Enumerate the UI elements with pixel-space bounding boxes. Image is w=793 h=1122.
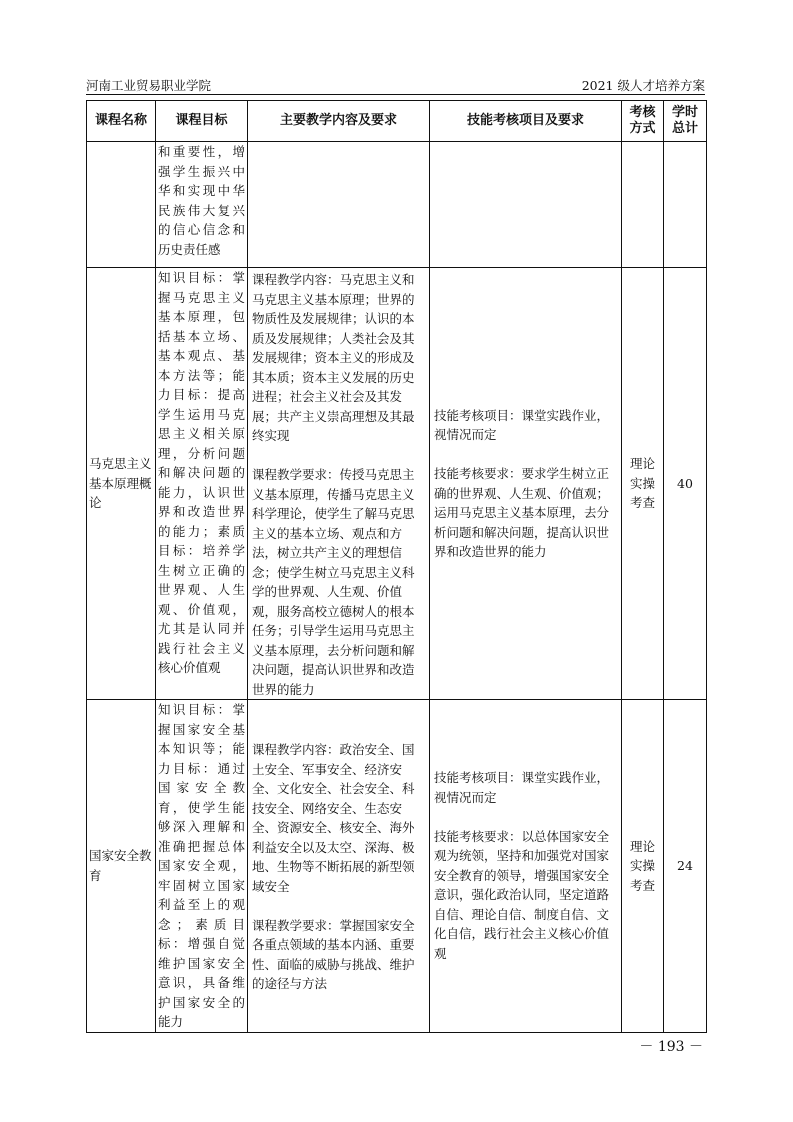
curriculum-table bbox=[86, 100, 707, 1033]
content-cell bbox=[248, 142, 430, 268]
header-plan-title: 2021 级人才培养方案 bbox=[581, 78, 705, 93]
col-header-assessment-method: 考核方式 bbox=[622, 101, 664, 142]
skill-cell bbox=[430, 700, 622, 1033]
page-header bbox=[86, 74, 705, 95]
content-cell bbox=[248, 700, 430, 1033]
course-name-cell: 国家安全教育 bbox=[87, 700, 156, 1033]
teaching-content-text: 课程教学内容：政治安全、国土安全、军事安全、经济安全、文化安全、社会安全、科技安全、网络安全、生态安全、资源安全、核安全、海外利益安全以及太空、深海、极地、生物等不断拓展的新型领域安全 bbox=[252, 742, 415, 894]
method-cell bbox=[622, 142, 664, 268]
col-header-total-hours: 学时总计 bbox=[664, 101, 707, 142]
col-header-content: 主要教学内容及要求 bbox=[248, 101, 430, 142]
skill-cell bbox=[430, 268, 622, 700]
course-goal-cell: 知识目标：掌握国家安全基本知识等；能力目标：通过国家安全教育，使学生能够深入理解和准确把握总体国家安全观，牢固树立国家利益至上的观念；素质目标：增强自觉维护国家安全意识，具备维护国家安全的能力 bbox=[156, 700, 248, 1033]
col-header-skill-assessment: 技能考核项目及要求 bbox=[430, 101, 622, 142]
hours-cell bbox=[664, 142, 707, 268]
col-header-course-name: 课程名称 bbox=[87, 101, 156, 142]
course-goal-cell: 和重要性，增强学生振兴中华和实现中华民族伟大复兴的信心信念和历史责任感 bbox=[156, 142, 248, 268]
skill-item-text: 技能考核项目：课堂实践作业，视情况而定 bbox=[434, 770, 610, 805]
skill-cell bbox=[430, 142, 622, 268]
skill-requirement-text: 技能考核要求：以总体国家安全观为统领，坚持和加强党对国家安全教育的领导，增强国家安全意识，强化政治认同，坚定道路自信、理论自信、制度自信、文化自信，践行社会主义核心价值观 bbox=[434, 828, 610, 961]
skill-requirement-text: 技能考核要求：要求学生树立正确的世界观、人生观、价值观；运用马克思主义基本原理，去分析问题和解决问题，提高认识世界和改造世界的能力 bbox=[434, 466, 610, 559]
method-cell: 理论实操考查 bbox=[622, 700, 664, 1033]
teaching-content-text: 课程教学内容：马克思主义和马克思主义基本原理；世界的物质性及发展规律；认识的本质及发展规律；人类社会及其发展规律；资本主义的形成及其本质；资本主义发展的历史进程；社会主义社会及其发展；共产主义崇高理想及其最终实现 bbox=[252, 272, 415, 443]
course-name-cell bbox=[87, 142, 156, 268]
method-cell: 理论实操考查 bbox=[622, 268, 664, 700]
course-name-cell: 马克思主义基本原理概论 bbox=[87, 268, 156, 700]
course-goal-cell: 知识目标：掌握马克思主义基本原理，包括基本立场、基本观点、基本方法等；能力目标：提高学生运用马克思主义相关原理，分析问题和解决问题的能力，认识世界和改造世界的能力；素质目标：培养学生树立正确的世界观、人生观、价值观，尤其是认同并践行社会主义核心价值观 bbox=[156, 268, 248, 700]
table-row bbox=[87, 142, 707, 268]
table-row bbox=[87, 268, 707, 700]
hours-cell: 40 bbox=[664, 268, 707, 700]
page-number: － 193 － bbox=[639, 1039, 703, 1055]
teaching-requirement-text: 课程教学要求：传授马克思主义基本原理，传播马克思主义科学理论，使学生了解马克思主义的基本立场、观点和方法，树立共产主义的理想信念；使学生树立马克思主义科学的世界观、人生观、价值观，服务高校立德树人的根本任务；引导学生运用马克思主义基本原理，去分析问题和解决问题，提高认识世界和改造世界的能力 bbox=[252, 467, 415, 697]
skill-item-text: 技能考核项目：课堂实践作业，视情况而定 bbox=[434, 407, 610, 442]
table-header-row bbox=[87, 101, 707, 142]
col-header-course-goal: 课程目标 bbox=[156, 101, 248, 142]
content-cell bbox=[248, 268, 430, 700]
teaching-requirement-text: 课程教学要求：掌握国家安全各重点领域的基本内涵、重要性、面临的威胁与挑战、维护的途径与方法 bbox=[252, 917, 415, 991]
table-row bbox=[87, 700, 707, 1033]
header-school-name: 河南工业贸易职业学院 bbox=[86, 78, 212, 93]
hours-cell: 24 bbox=[664, 700, 707, 1033]
